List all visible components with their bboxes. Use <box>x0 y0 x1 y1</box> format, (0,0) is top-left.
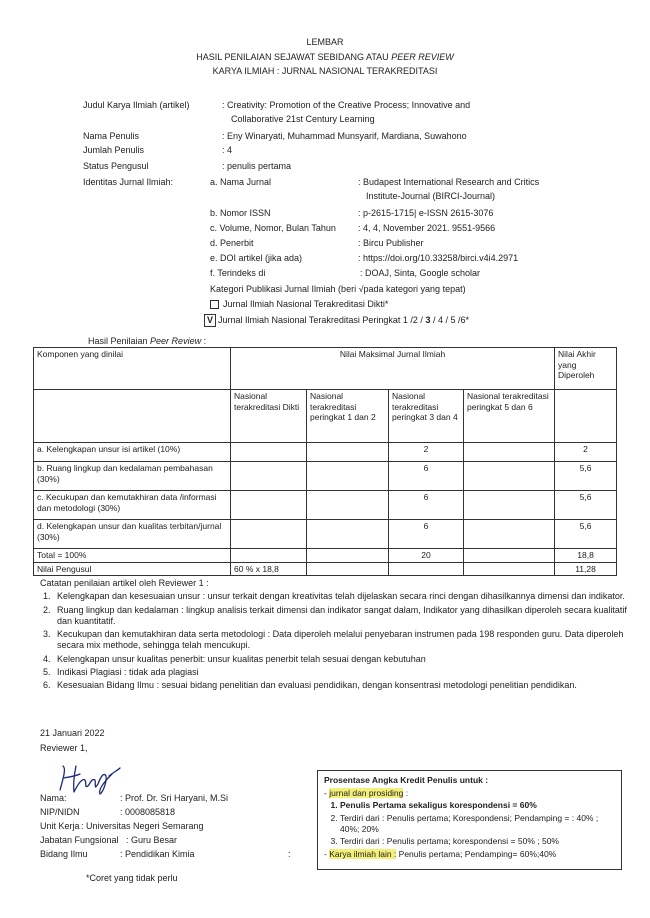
kredit-jurnal-colon: : <box>403 787 409 798</box>
reviewer-bidang-value: : Pendidikan Kimia <box>120 849 195 859</box>
list-item: 1. Penulis Pertama sekaligus korespondensi = 60% <box>340 800 615 811</box>
cell-empty <box>307 562 389 576</box>
cell-empty <box>307 549 389 563</box>
kategori-peringkat-selected: 3 <box>425 314 431 325</box>
kategori-peringkat-checkbox[interactable]: V <box>204 314 216 327</box>
cell-empty <box>231 491 307 520</box>
row-max: 6 <box>389 491 464 520</box>
cell-empty <box>307 491 389 520</box>
kredit-box <box>317 770 622 870</box>
total-max: 20 <box>389 549 464 563</box>
reviewer-unit-label: Unit Kerja <box>40 821 80 831</box>
status-value: : penulis pertama <box>222 161 292 171</box>
row-label: b. Ruang lingkup dan kedalaman pembahasan (30%) <box>34 462 231 491</box>
cell-empty <box>464 491 555 520</box>
table-row <box>34 462 617 491</box>
subheader-peringkat-1-2: Nasional terakreditasi peringkat 1 dan 2 <box>307 390 389 443</box>
subheader-empty <box>34 390 231 443</box>
table-subheader-row <box>34 390 617 443</box>
status-label: Status Pengusul <box>83 161 149 171</box>
row-akhir: 5,6 <box>555 520 617 549</box>
subheader-peringkat-3-4: Nasional terakreditasi peringkat 3 dan 4 <box>389 390 464 443</box>
table-header-row <box>34 348 617 390</box>
doc-title-line2 <box>0 52 650 63</box>
kredit-jurnal-prosiding: - jurnal dan prosiding : <box>324 787 409 798</box>
identitas-label: Identitas Jurnal Ilmiah: <box>83 177 174 187</box>
reviewer-unit-value: : Universitas Negeri Semarang <box>81 821 204 831</box>
row-akhir: 5,6 <box>555 462 617 491</box>
list-item: 4. Kelengkapan unsur kualitas penerbit: unsur kualitas penerbit telah sesuai dengan kebutuhan <box>53 654 628 665</box>
cell-empty <box>464 549 555 563</box>
reviewer-bidang-label: Bidang Ilmu <box>40 849 88 859</box>
doc-title-peer-review: PEER REVIEW <box>391 52 454 62</box>
row-akhir: 5,6 <box>555 491 617 520</box>
cell-empty <box>464 520 555 549</box>
cell-empty <box>231 520 307 549</box>
list-item: 5. Indikasi Plagiasi : tidak ada plagiasi <box>53 667 628 678</box>
jurnal-c-label: c. Volume, Nomor, Bulan Tahun <box>210 223 336 233</box>
reviewer-nama-label: Nama: <box>40 793 67 803</box>
subheader-peringkat-5-6: Nasional terakreditasi peringkat 5 dan 6 <box>464 390 555 443</box>
judul-label: Judul Karya Ilmiah (artikel) <box>83 100 190 110</box>
list-item: 1. Kelengkapan dan kesesuaian unsur : unsur terkait dengan kreativitas telah dijelaskan secara rinci dengan dihasilkannya dimensi dan indikator. <box>53 591 628 602</box>
kredit-karya-text: Penulis pertama; Pendamping= 60%;40% <box>396 848 557 859</box>
jurnal-f-value: : DOAJ, Sinta, Google scholar <box>360 268 481 278</box>
jurnal-c-value: : 4, 4, November 2021. 9551-9566 <box>358 223 496 233</box>
cell-empty <box>389 562 464 576</box>
hasil-peer-review: Peer Review <box>150 336 202 346</box>
jurnal-d-label: d. Penerbit <box>210 238 254 248</box>
cell-empty <box>307 443 389 462</box>
reviewer-colon: : <box>288 849 291 859</box>
jumlah-label: Jumlah Penulis <box>83 145 145 155</box>
jurnal-a-value-2: Institute-Journal (BIRCI-Journal) <box>366 191 496 201</box>
cell-empty <box>231 549 307 563</box>
kredit-jurnal-highlight: jurnal dan prosiding <box>329 787 404 798</box>
kredit-karya-lain: - Karya ilmiah lain : Penulis pertama; Pendamping= 60%;40% <box>324 848 557 859</box>
hasil-colon: : <box>201 336 207 346</box>
kategori-option-peringkat <box>204 314 469 327</box>
pengusul-formula: 60 % x 18,8 <box>231 562 307 576</box>
doc-title-lembar: LEMBAR <box>306 37 344 47</box>
table-total-row <box>34 549 617 563</box>
subheader-dikti: Nasional terakreditasi Dikti <box>231 390 307 443</box>
penilaian-table <box>33 347 617 576</box>
kategori-option-dikti <box>210 299 388 310</box>
reviewer-nama-value: : Prof. Dr. Sri Haryani, M.Si <box>120 793 229 803</box>
cell-empty <box>231 443 307 462</box>
kredit-title: Prosentase Angka Kredit Penulis untuk : <box>324 775 489 785</box>
table-row <box>34 491 617 520</box>
row-label: d. Kelengkapan unsur dan kualitas terbitan/jurnal (30%) <box>34 520 231 549</box>
cell-empty <box>307 520 389 549</box>
cell-empty <box>464 562 555 576</box>
jurnal-b-label: b. Nomor ISSN <box>210 208 271 218</box>
pengusul-akhir: 11,28 <box>555 562 617 576</box>
kategori-title: Kategori Publikasi Jurnal Ilmiah (beri √pada kategori yang tepat) <box>210 284 466 294</box>
doc-title-line2-text: HASIL PENILAIAN SEJAWAT SEBIDANG ATAU <box>196 52 392 62</box>
jurnal-b-value: : p-2615-1715| e-ISSN 2615-3076 <box>358 208 494 218</box>
cell-empty <box>307 462 389 491</box>
total-akhir: 18,8 <box>555 549 617 563</box>
jurnal-e-label: e. DOI artikel (jika ada) <box>210 253 303 263</box>
cell-empty <box>464 462 555 491</box>
header-komponen: Komponen yang dinilai <box>34 348 231 390</box>
cell-empty <box>464 443 555 462</box>
catatan-list <box>40 591 628 691</box>
table-row <box>34 443 617 462</box>
reviewer-jabatan-value: : Guru Besar <box>126 835 178 845</box>
hasil-penilaian-label <box>88 336 206 347</box>
reviewer-nip-value: : 0008085818 <box>120 807 176 817</box>
jurnal-d-value: : Bircu Publisher <box>358 238 424 248</box>
list-item: 2. Terdiri dari : Penulis pertama; Korespondensi; Pendamping = : 40% ; 40%; 20% <box>340 813 615 834</box>
kategori-peringkat-label-pre: Jurnal Ilmiah Nasional Terakreditasi Peringkat 1 /2 / <box>218 314 426 325</box>
table-pengusul-row <box>34 562 617 576</box>
table-row <box>34 520 617 549</box>
jurnal-e-value: : https://doi.org/10.33258/birci.v4i4.2971 <box>358 253 519 263</box>
judul-value-2: Collaborative 21st Century Learning <box>231 114 375 124</box>
row-max: 6 <box>389 462 464 491</box>
pengusul-label: Nilai Pengusul <box>34 562 231 576</box>
list-item: 3. Terdiri dari : Penulis pertama; korespondensi = 50% ; 50% <box>340 836 615 847</box>
date: 21 Januari 2022 <box>40 728 105 738</box>
judul-value-1: : Creativity: Promotion of the Creative Process; Innovative and <box>222 100 471 110</box>
row-max: 6 <box>389 520 464 549</box>
list-item: 3. Kecukupan dan kemutakhiran data serta metodologi : Data diperoleh melalui penyebaran instrumen pada 198 responden guru. Data diperoleh secara mix methode, sehingga telah mencukupi. <box>53 629 628 652</box>
header-nilai-akhir: Nilai Akhir yang Diperoleh <box>555 348 617 390</box>
hasil-text: Hasil Penilaian <box>88 336 151 346</box>
row-label: c. Kecukupan dan kemutakhiran data /informasi dan metodologi (30%) <box>34 491 231 520</box>
kategori-peringkat-label-post: / 4 / 5 /6* <box>430 314 469 325</box>
kategori-dikti-checkbox[interactable] <box>210 300 219 309</box>
row-max: 2 <box>389 443 464 462</box>
doc-title-line3: KARYA ILMIAH : JURNAL NASIONAL TERAKREDITASI <box>212 66 438 76</box>
total-label: Total = 100% <box>34 549 231 563</box>
subheader-akhir-empty <box>555 390 617 443</box>
reviewer-label: Reviewer 1, <box>40 743 88 753</box>
reviewer-jabatan-label: Jabatan Fungsional <box>40 835 119 845</box>
cell-empty <box>231 462 307 491</box>
reviewer-nip-label: NIP/NIDN <box>40 807 80 817</box>
kategori-dikti-label: Jurnal Ilmiah Nasional Terakreditasi Dikti* <box>223 299 389 309</box>
list-item: 2. Ruang lingkup dan kedalaman : lingkup analisis terkait dimensi dan indikator sangat dalam, Indikator yang dihasilkan diperoleh secara kualitatif dan kuantitatif. <box>53 605 628 628</box>
jurnal-a-value-1: : Budapest International Research and Critics <box>358 177 540 187</box>
catatan-title: Catatan penilaian artikel oleh Reviewer 1 : <box>40 578 209 588</box>
jurnal-a-label: a. Nama Jurnal <box>210 177 272 187</box>
kredit-list <box>324 800 615 847</box>
list-item: 6. Kesesuaian Bidang Ilmu : sesuai bidang penelitian dan evaluasi pendidikan, dengan konsentrasi metodologi penelitian pendidikan. <box>53 680 628 691</box>
kredit-karya-highlight: Karya ilmiah lain : <box>329 848 397 859</box>
footnote: *Coret yang tidak perlu <box>86 873 178 883</box>
penulis-value: : Eny Winaryati, Muhammad Munsyarif, Mardiana, Suwahono <box>222 131 467 141</box>
jurnal-f-label: f. Terindeks di <box>210 268 266 278</box>
row-label: a. Kelengkapan unsur isi artikel (10%) <box>34 443 231 462</box>
catatan-block <box>40 578 628 693</box>
jumlah-value: : 4 <box>222 145 233 155</box>
penulis-label: Nama Penulis <box>83 131 140 141</box>
row-akhir: 2 <box>555 443 617 462</box>
signature-image <box>54 762 124 796</box>
header-nilai-maksimal: Nilai Maksimal Jurnal Ilmiah <box>231 348 555 390</box>
